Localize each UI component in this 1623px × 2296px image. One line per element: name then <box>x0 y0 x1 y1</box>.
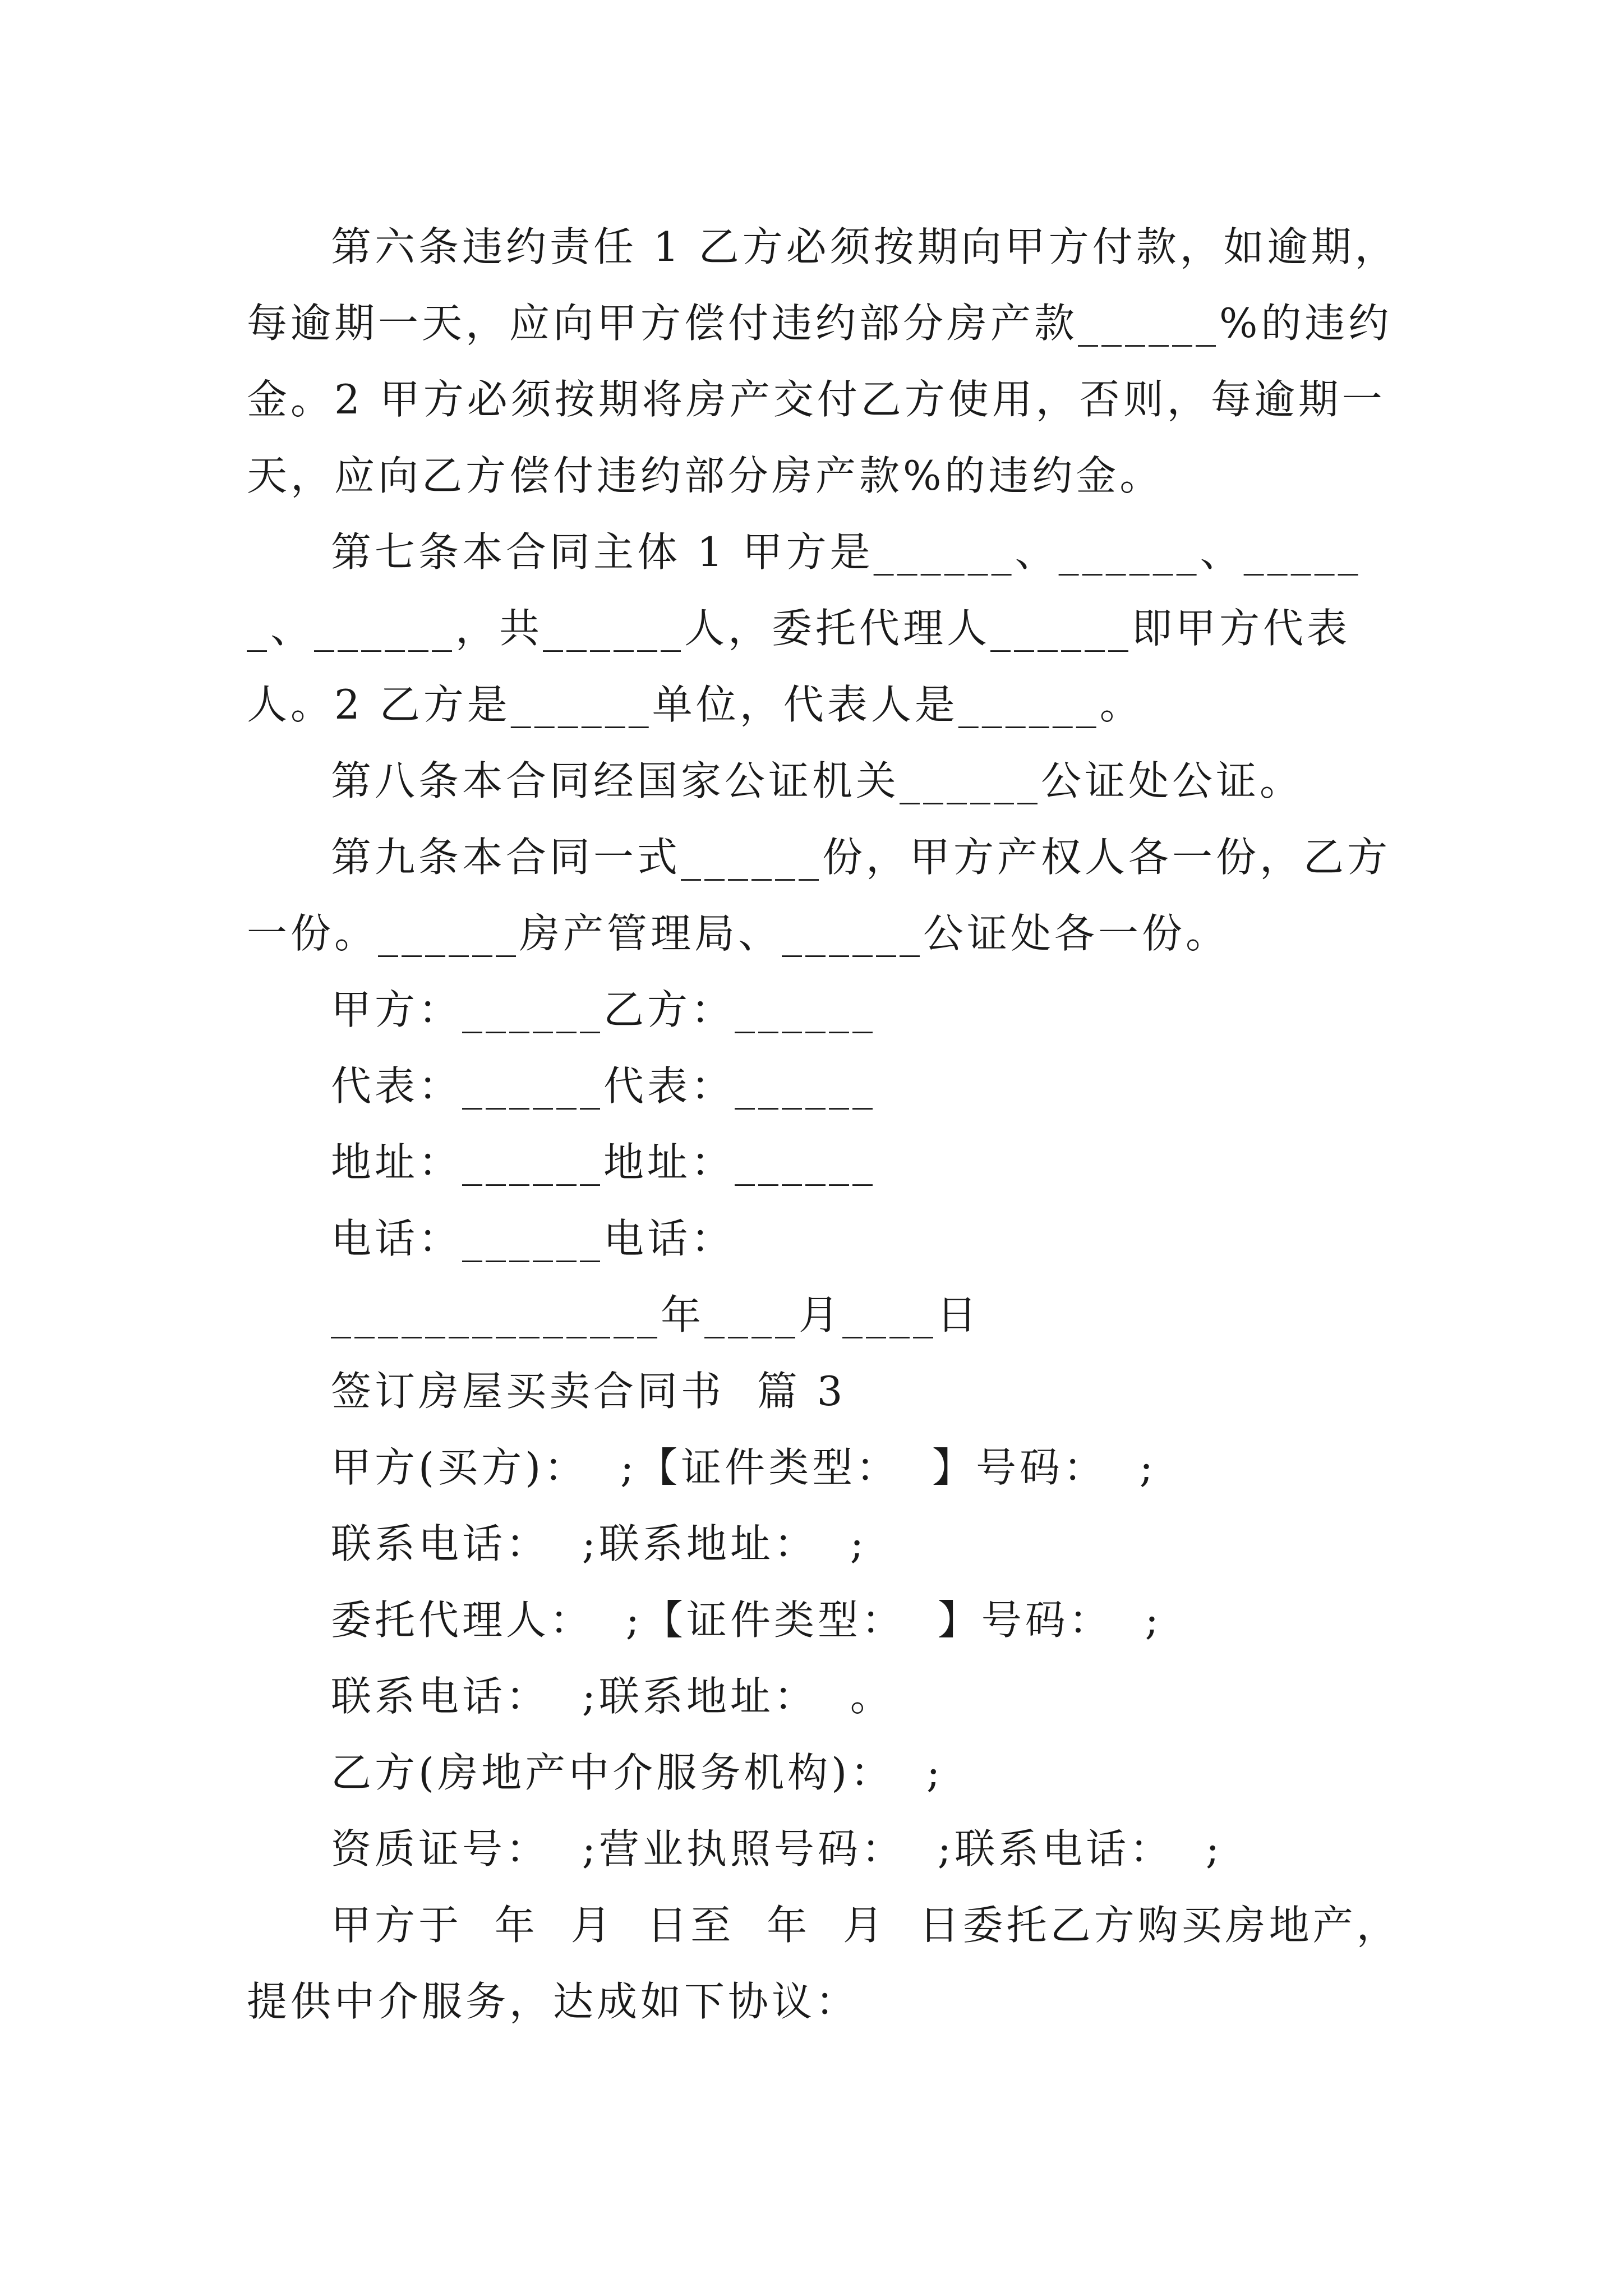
article-9-copies: 第九条本合同一式______份，甲方产权人各一份，乙方一份。______房产管理局、______公证处各一份。 <box>247 834 1391 957</box>
signature-representative-line: 代表：______代表：______ <box>331 1062 877 1110</box>
signature-address-line: 地址：______地址：______ <box>331 1139 877 1186</box>
signature-phone-line: 电话：______电话： <box>331 1215 735 1262</box>
party-a-contact-line: 联系电话： ;联系地址： ; <box>331 1520 868 1567</box>
article-6-breach-liability: 第六条违约责任 1 乙方必须按期向甲方付款，如逾期，每逾期一天，应向甲方偿付违约部分房产款______%的违约金。2 甲方必须按期将房产交付乙方使用，否则，每逾期一天，应向乙方偿付违约部分房产款%的违约金。 <box>247 223 1399 499</box>
party-b-agency-line: 乙方(房地产中介服务机构)： ; <box>331 1749 944 1796</box>
agreement-intro-paragraph: 甲方于 年 月 日至 年 月 日委托乙方购买房地产，提供中介服务，达成如下协议： <box>247 1902 1400 2025</box>
signature-date-line: ______________年____月____日 <box>331 1291 980 1338</box>
article-7-contract-parties: 第七条本合同主体 1 甲方是______、______、______、______，共______人，委托代理人______即甲方代表人。2 乙方是______单位，代表人是______。 <box>247 528 1362 728</box>
party-a-buyer-line: 甲方(买方)： ;【证件类型： 】号码： ; <box>331 1444 1157 1491</box>
agent-contact-line: 联系电话： ;联系地址： 。 <box>331 1673 894 1720</box>
section-title: 签订房屋买卖合同书 篇 3 <box>331 1368 846 1415</box>
signature-party-line: 甲方：______乙方：______ <box>331 986 877 1033</box>
article-8-notarization: 第八条本合同经国家公证机关______公证处公证。 <box>331 757 1304 804</box>
agent-line: 委托代理人： ;【证件类型： 】号码： ; <box>331 1596 1162 1644</box>
party-b-license-line: 资质证号： ;营业执照号码： ;联系电话： ; <box>331 1825 1223 1872</box>
document-page <box>247 209 1402 2040</box>
